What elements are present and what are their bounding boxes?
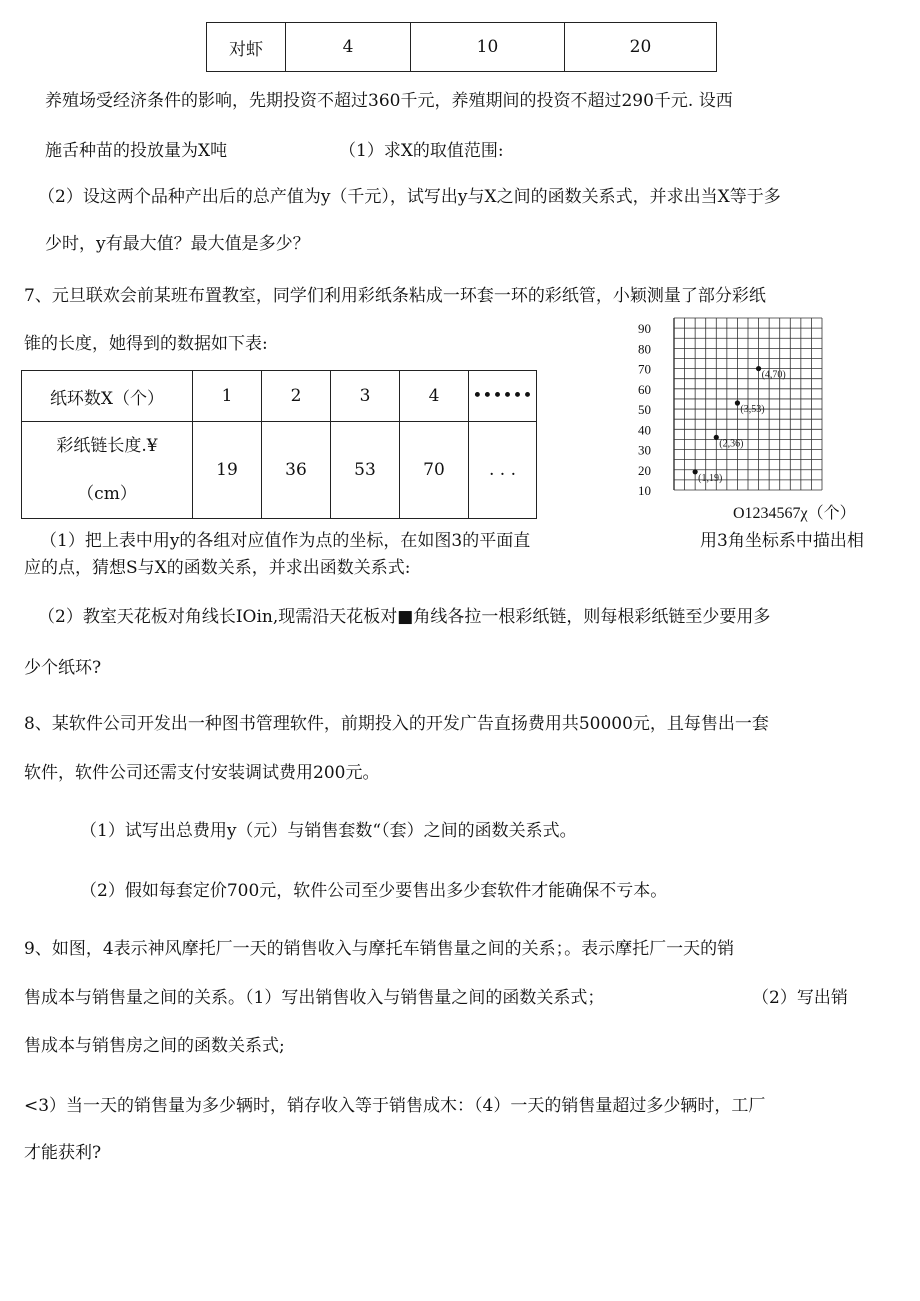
p9-text3: 售成本与销售房之间的函数关系式;	[24, 1036, 285, 1056]
table-row	[22, 371, 537, 422]
coordinate-grid	[636, 310, 826, 495]
table-cell: ••••••	[469, 371, 537, 422]
p7-q1c: 应的点，猜想S与X的函数关系，并求出函数关系式:	[24, 558, 411, 578]
y-tick-label: 70	[638, 361, 651, 377]
y-tick-label: 30	[638, 442, 651, 458]
p6-text2b: （1）求X的取值范围:	[339, 141, 504, 161]
table-cell: 3	[331, 371, 400, 422]
data-point-label: (2,36)	[719, 438, 744, 450]
y-tick-label: 40	[638, 422, 651, 438]
y-tick-label: 10	[638, 483, 651, 495]
p6-text4: 少时，y有最大值？最大值是多少？	[45, 234, 310, 254]
table-cell: 70	[400, 422, 469, 519]
data-point	[756, 366, 761, 371]
p8-q2: （2）假如每套定价700元，软件公司至少要售出多少套软件才能确保不亏本。	[80, 881, 668, 901]
p8-text2: 软件，软件公司还需支付安装调试费用200元。	[24, 763, 380, 783]
row-label-a: 彩纸链长度.¥	[56, 436, 158, 456]
data-points	[693, 366, 786, 484]
data-point	[693, 469, 698, 474]
p9-text2a: 售成本与销售量之间的关系。（1）写出销售收入与销售量之间的函数关系式；	[24, 988, 605, 1008]
table-cell: 对虾	[207, 23, 286, 72]
table-cell: 19	[193, 422, 262, 519]
y-tick-label: 50	[638, 402, 651, 418]
p6-text1: 养殖场受经济条件的影响，先期投资不超过360千元，养殖期间的投资不超过290千元. 设西	[45, 91, 733, 111]
p8-text1: 8、某软件公司开发出一种图书管理软件，前期投入的开发广告直扬费用共50000元，且每售出一套	[24, 714, 769, 734]
table-cell: 2	[262, 371, 331, 422]
p9-text2b: （2）写出销	[752, 988, 848, 1008]
p6-text3: （2）设这两个品种产出后的总产值为y（千元），试写出y与X之间的函数关系式，并求出当X等于多	[38, 187, 781, 207]
table-cell: 53	[331, 422, 400, 519]
p7-text1: 7、元旦联欢会前某班布置教室，同学们利用彩纸条粘成一环套一环的彩纸管，小颖测量了部分彩纸	[24, 286, 766, 306]
y-tick-labels	[638, 321, 651, 495]
row-label-b: （cm）	[77, 484, 137, 504]
p7-q1b: 用3角坐标系中描出相	[700, 531, 864, 551]
data-point	[714, 435, 719, 440]
data-point-label: (1,19)	[698, 472, 723, 484]
table-cell: 10	[411, 23, 565, 72]
p7-q2a: （2）教室天花板对角线长IOin,现需沿天花板对■角线各拉一根彩纸链，则每根彩纸链至少要用多	[38, 607, 771, 627]
y-tick-label: 60	[638, 381, 651, 397]
y-tick-label: 80	[638, 341, 651, 357]
table-row	[22, 422, 537, 519]
table-cell	[22, 422, 193, 519]
table-cell: 4	[400, 371, 469, 422]
table-cell: 36	[262, 422, 331, 519]
top-table	[206, 22, 717, 72]
table-cell: 20	[565, 23, 717, 72]
table-cell: 1	[193, 371, 262, 422]
p8-q1: （1）试写出总费用y（元）与销售套数“（套）之间的函数关系式。	[80, 821, 577, 841]
x-axis-caption: O1234567χ（个）	[733, 505, 856, 522]
y-tick-label: 20	[638, 462, 651, 478]
data-point-label: (3,53)	[740, 403, 765, 415]
table-row	[207, 23, 717, 72]
p9-text5: 才能获利?	[24, 1143, 102, 1163]
p6-text2a: 施舌种苗的投放量为X吨	[45, 141, 228, 161]
data-point	[735, 400, 740, 405]
p9-text1: 9、如图，4表示神风摩托厂一天的销售收入与摩托车销售量之间的关系；。表示摩托厂一天的销	[24, 939, 735, 959]
y-tick-label: 90	[638, 321, 651, 337]
table-cell: . . .	[469, 422, 537, 519]
p7-table	[21, 370, 537, 519]
data-point-label: (4,70)	[761, 369, 786, 381]
p7-q2b: 少个纸环?	[24, 658, 102, 678]
p9-text4: <3）当一天的销售量为多少辆时，销存收入等于销售成木：（4）一天的销售量超过多少辆时，工厂	[24, 1096, 766, 1116]
table-cell: 4	[286, 23, 411, 72]
p7-text2: 锥的长度，她得到的数据如下表:	[24, 334, 268, 354]
p7-q1a: （1）把上表中用y的各组对应值作为点的坐标，在如图3的平面直	[40, 531, 531, 551]
table-cell: 纸环数X（个）	[22, 371, 193, 422]
